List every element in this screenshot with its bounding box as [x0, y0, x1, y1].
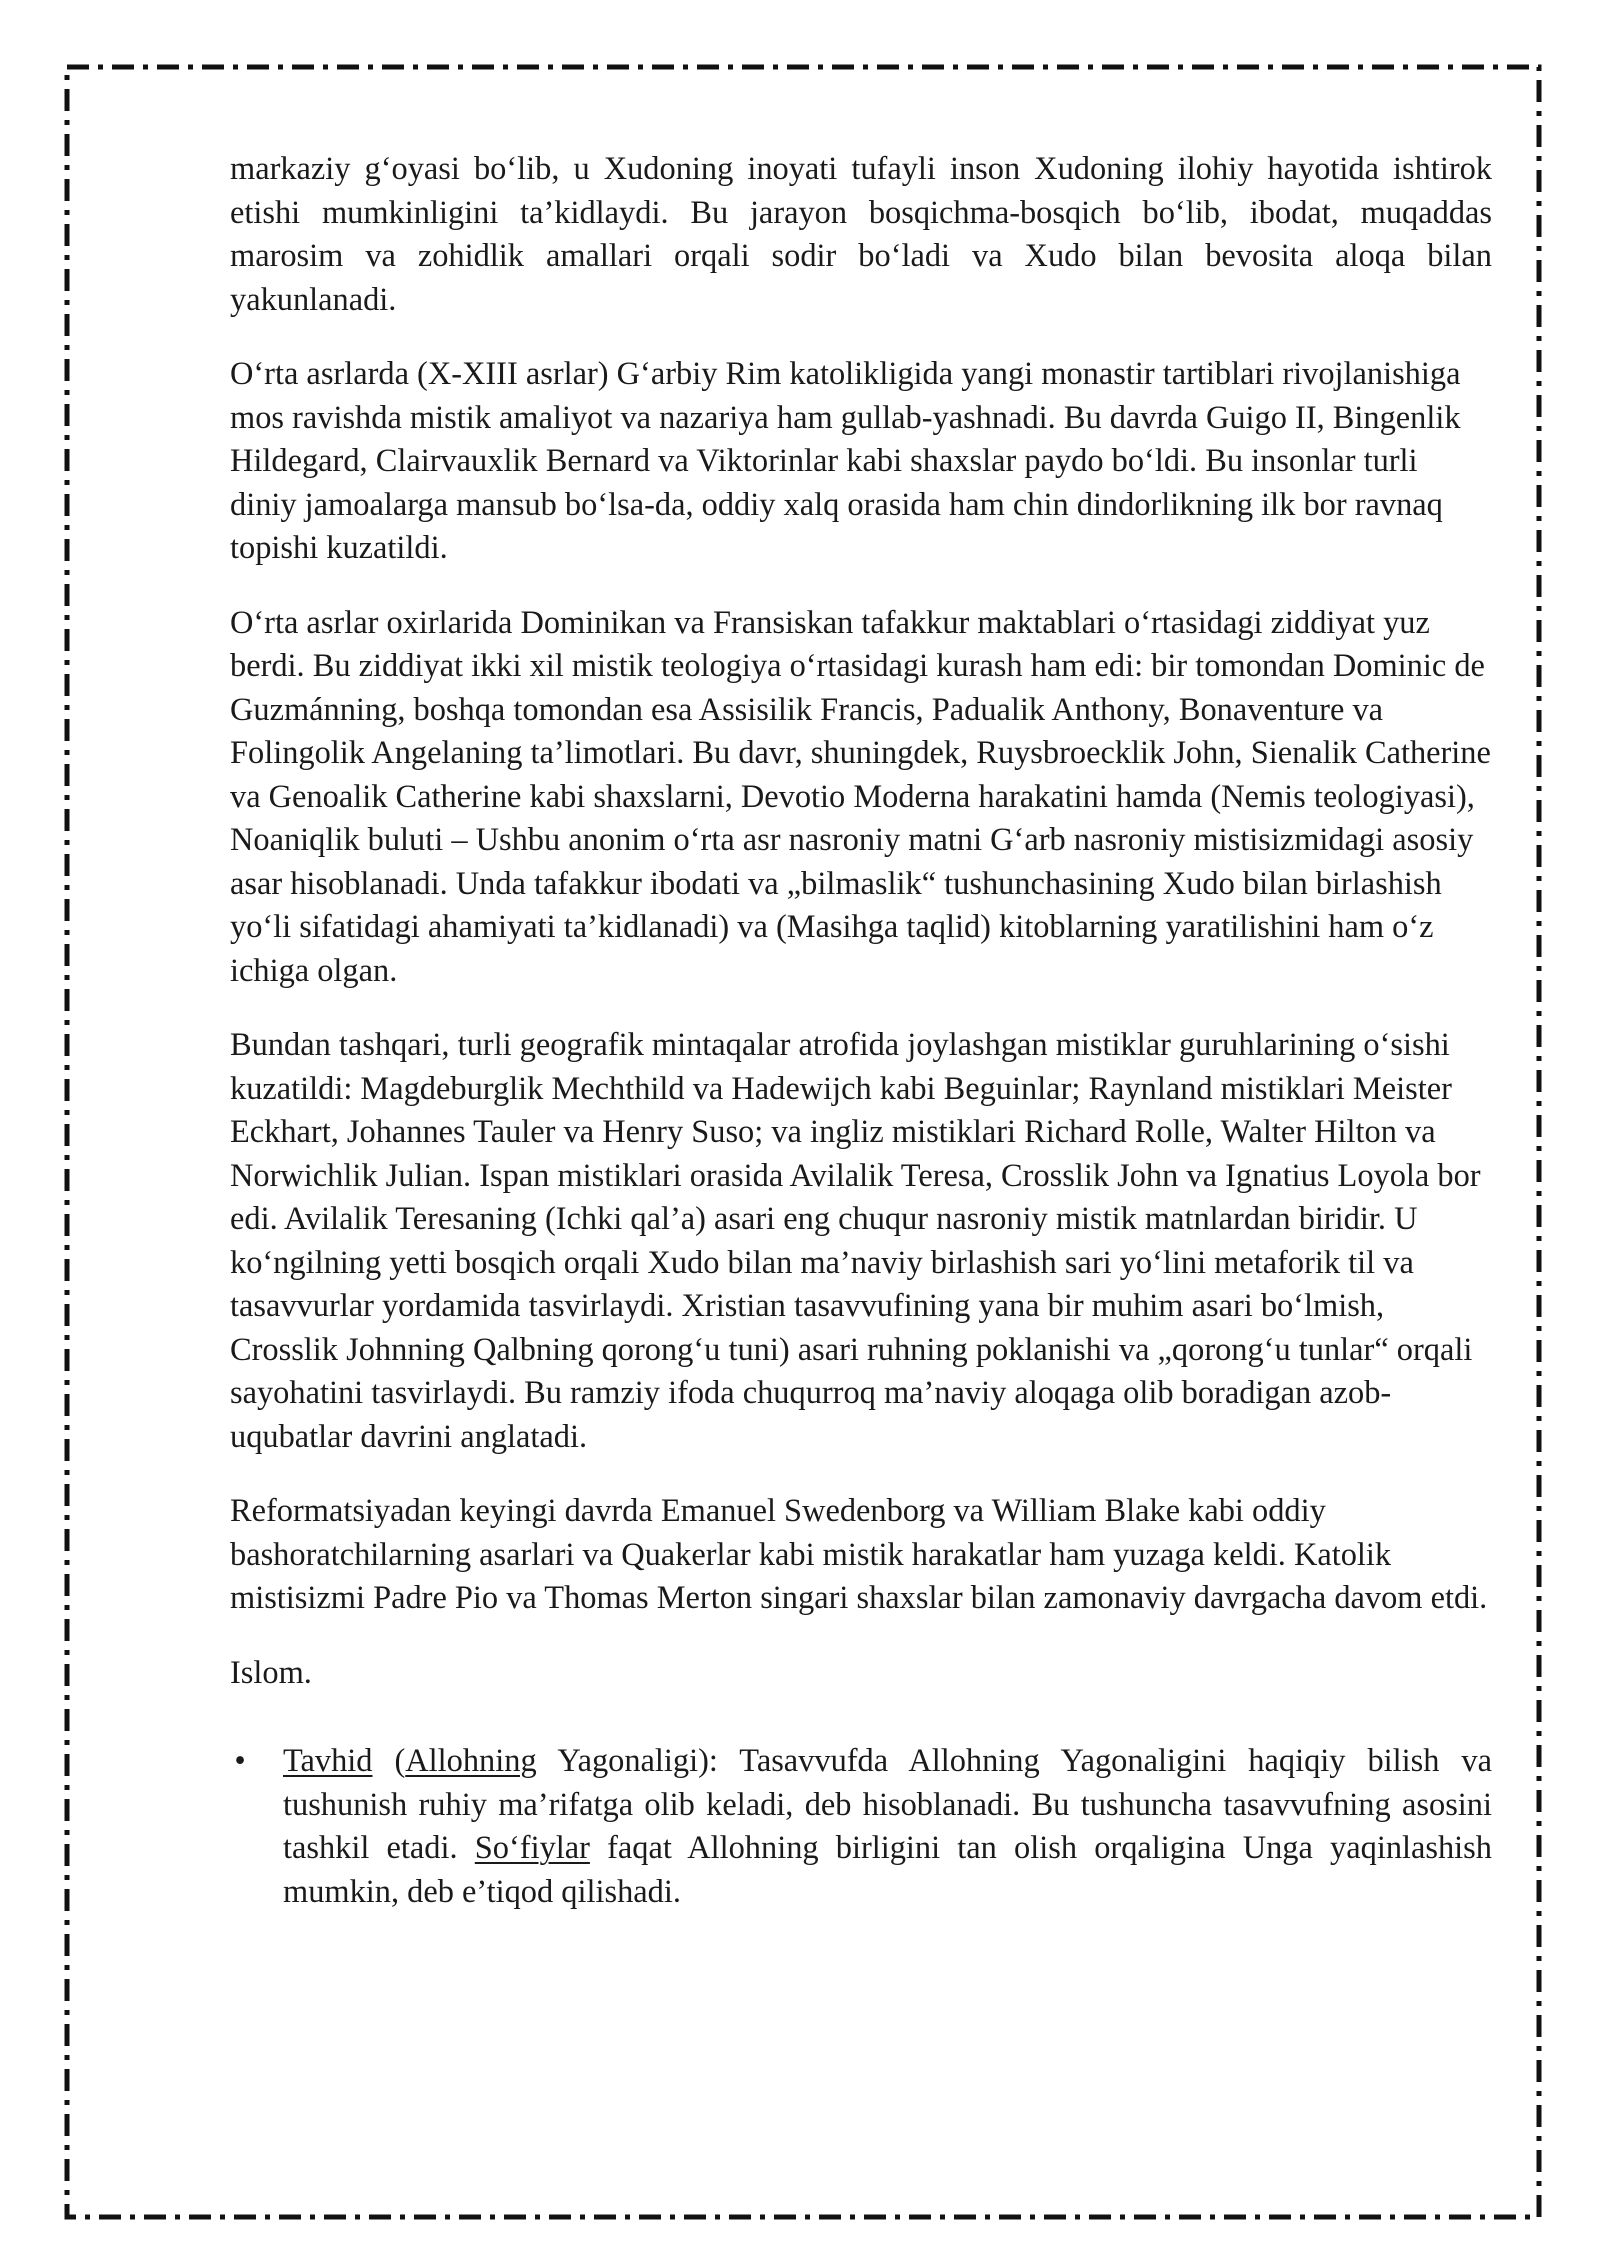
bullet-icon: • — [234, 1743, 246, 1779]
document-body — [230, 148, 1492, 1914]
term-tavhid: Tavhid — [283, 1743, 373, 1779]
term-allohning: Allohning — [405, 1743, 537, 1779]
paragraph-middle-ages: O‘rta asrlarda (X-XIII asrlar) G‘arbiy Rim katolikligida yangi monastir tartiblari rivojlanishiga mos ravishda mistik amaliyot va nazariya ham gullab-yashnadi. Bu davrda Guigo II, Bingenlik Hildegard, Clairvauxlik Bernard va Viktorinlar kabi shaxslar paydo bo‘ldi. Bu insonlar turli diniy jamoalarga mansub bo‘lsa-da, oddiy xalq orasida ham chin dindorlikning ilk bor ravnaq topishi kuzatildi. — [230, 356, 1461, 566]
bullet-item-tavhid — [230, 1740, 1492, 1914]
text-fragment: faqat Allohning birligini tan olish orqaligina Unga yaqinlashish mumkin, deb e’tiqod qilishadi. — [283, 1830, 1492, 1910]
bullet-list — [230, 1740, 1492, 1914]
text-fragment: Yagonaligi): Tasavvufda Allohning Yagonaligini haqiqiy bilish va tushunish ruhiy ma’rifatga olib keladi, deb hisoblanadi. Bu tushuncha tasavvufning asosini tashkil etadi. — [283, 1743, 1492, 1866]
term-sofiylar: So‘fiylar — [474, 1830, 590, 1866]
paragraph-mystic-groups: Bundan tashqari, turli geografik mintaqalar atrofida joylashgan mistiklar guruhlarining o‘sishi kuzatildi: Magdeburglik Mechthild va Hadewijch kabi Beguinlar; Raynland mistiklari Meister Eckhart, Johannes Tauler va Henry Suso; va ingliz mistiklari Richard Rolle, Walter Hilton va Norwichlik Julian. Ispan mistiklari orasida Avilalik Teresa, Crosslik John va Ignatius Loyola bor edi. Avilalik Teresaning (Ichki qal’a) asari eng chuqur nasroniy mistik matnlardan biridir. U ko‘ngilning yetti bosqich orqali Xudo bilan ma’naviy birlashish sari yo‘lini metaforik til va tasavvurlar yordamida tasvirlaydi. Xristian tasavvufining yana bir muhim asari bo‘lmish, Crosslik Johnning Qalbning qorong‘u tuni) asari ruhning poklanishi va „qorong‘u tunlar“ orqali sayohatini tasvirlaydi. Bu ramziy ifoda chuqurroq ma’naviy aloqaga olib boradigan azob-uqubatlar davrini anglatadi. — [230, 1027, 1481, 1455]
paragraph-late-middle-ages: O‘rta asrlar oxirlarida Dominikan va Fransiskan tafakkur maktablari o‘rtasidagi ziddiyat yuz berdi. Bu ziddiyat ikki xil mistik teologiya o‘rtasidagi kurash ham edi: bir tomondan Dominic de Guzmánning, boshqa tomondan esa Assisilik Francis, Padualik Anthony, Bonaventure va Folingolik Angelaning ta’limotlari. Bu davr, shuningdek, Ruysbroecklik John, Sienalik Catherine va Genoalik Catherine kabi shaxslarni, Devotio Moderna harakatini hamda (Nemis teologiyasi), Noaniqlik buluti – Ushbu anonim o‘rta asr nasroniy matni G‘arb nasroniy mistisizmidagi asosiy asar hisoblanadi. Unda tafakkur ibodati va „bilmaslik“ tushunchasining Xudo bilan birlashish yo‘li sifatidagi ahamiyati ta’kidlanadi) va (Masihga taqlid) kitoblarning yaratilishini ham o‘z ichiga olgan. — [230, 604, 1491, 989]
section-heading-islam: Islom. — [230, 1654, 312, 1691]
text-fragment: ( — [372, 1743, 406, 1779]
paragraph-mysticism-intro: markaziy g‘oyasi bo‘lib, u Xudoning inoyati tufayli inson Xudoning ilohiy hayotida ishtirok etishi mumkinligini ta’kidlaydi. Bu jarayon bosqichma-bosqich bo‘lib, ibodat, muqaddas marosim va zohidlik amallari orqali sodir bo‘ladi va Xudo bilan bevosita aloqa bilan yakunlanadi. — [230, 151, 1492, 318]
paragraph-reformation: Reformatsiyadan keyingi davrda Emanuel Swedenborg va William Blake kabi oddiy bashoratchilarning asarlari va Quakerlar kabi mistik harakatlar ham yuzaga keldi. Katolik mistisizmi Padre Pio va Thomas Merton singari shaxslar bilan zamonaviy davrgacha davom etdi. — [230, 1493, 1488, 1616]
